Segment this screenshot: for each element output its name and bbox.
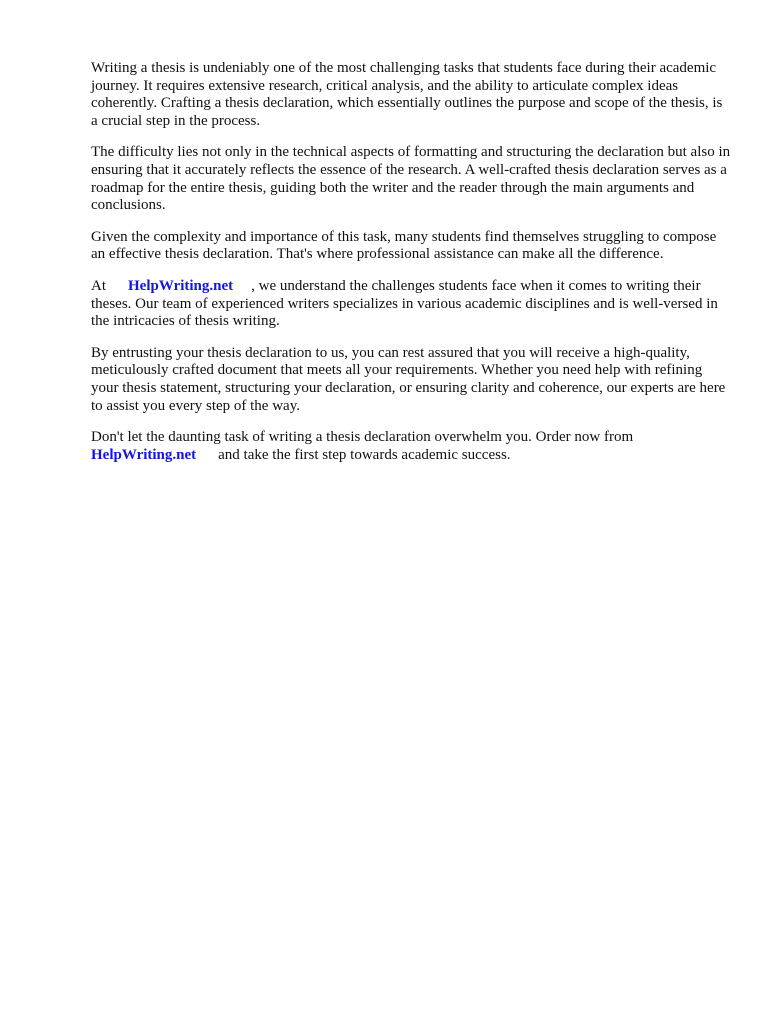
helpwriting-order-link[interactable]: HelpWriting.net: [91, 446, 197, 463]
at-prefix: At: [91, 277, 106, 294]
paragraph-at-helpwriting: [91, 278, 731, 331]
closing-prefix: Don't let the daunting task of writing a thesis declaration overwhelm you. Order now from: [91, 429, 634, 446]
paragraph-intro: Writing a thesis is undeniably one of the most challenging tasks that students face during their academic journey. It requires extensive research, critical analysis, and the ability to articulate complex ideas coherently. Crafting a thesis declaration, which essentially outlines the purpose and scope of the thesis, is a crucial step in the process.: [91, 60, 723, 129]
paragraph-complexity: Given the complexity and importance of this task, many students find themselves struggling to compose an effective thesis declaration. That's where professional assistance can make all the difference.: [91, 228, 717, 263]
paragraph-closing: [91, 429, 731, 464]
closing-suffix: and take the first step towards academic success.: [218, 446, 511, 463]
document-body: [91, 60, 731, 478]
paragraph-difficulty: The difficulty lies not only in the technical aspects of formatting and structuring the declaration but also in ensuring that it accurately reflects the essence of the research. A well-crafted thesis declaration serves as a roadmap for the entire thesis, guiding both the writer and the reader through the main arguments and conclusions.: [91, 144, 731, 214]
at-suffix: , we understand the challenges students face when it comes to writing their theses. Our team of experienced writers specializes in various academic disciplines and is well-versed in the intricacies of thesis writing.: [91, 277, 718, 330]
helpwriting-link[interactable]: HelpWriting.net: [128, 277, 234, 294]
paragraph-entrust: By entrusting your thesis declaration to us, you can rest assured that you will receive a high-quality, meticulously crafted document that meets all your requirements. Whether you need help with refining your thesis statement, structuring your declaration, or ensuring clarity and coherence, our experts are here to assist you every step of the way.: [91, 344, 726, 414]
